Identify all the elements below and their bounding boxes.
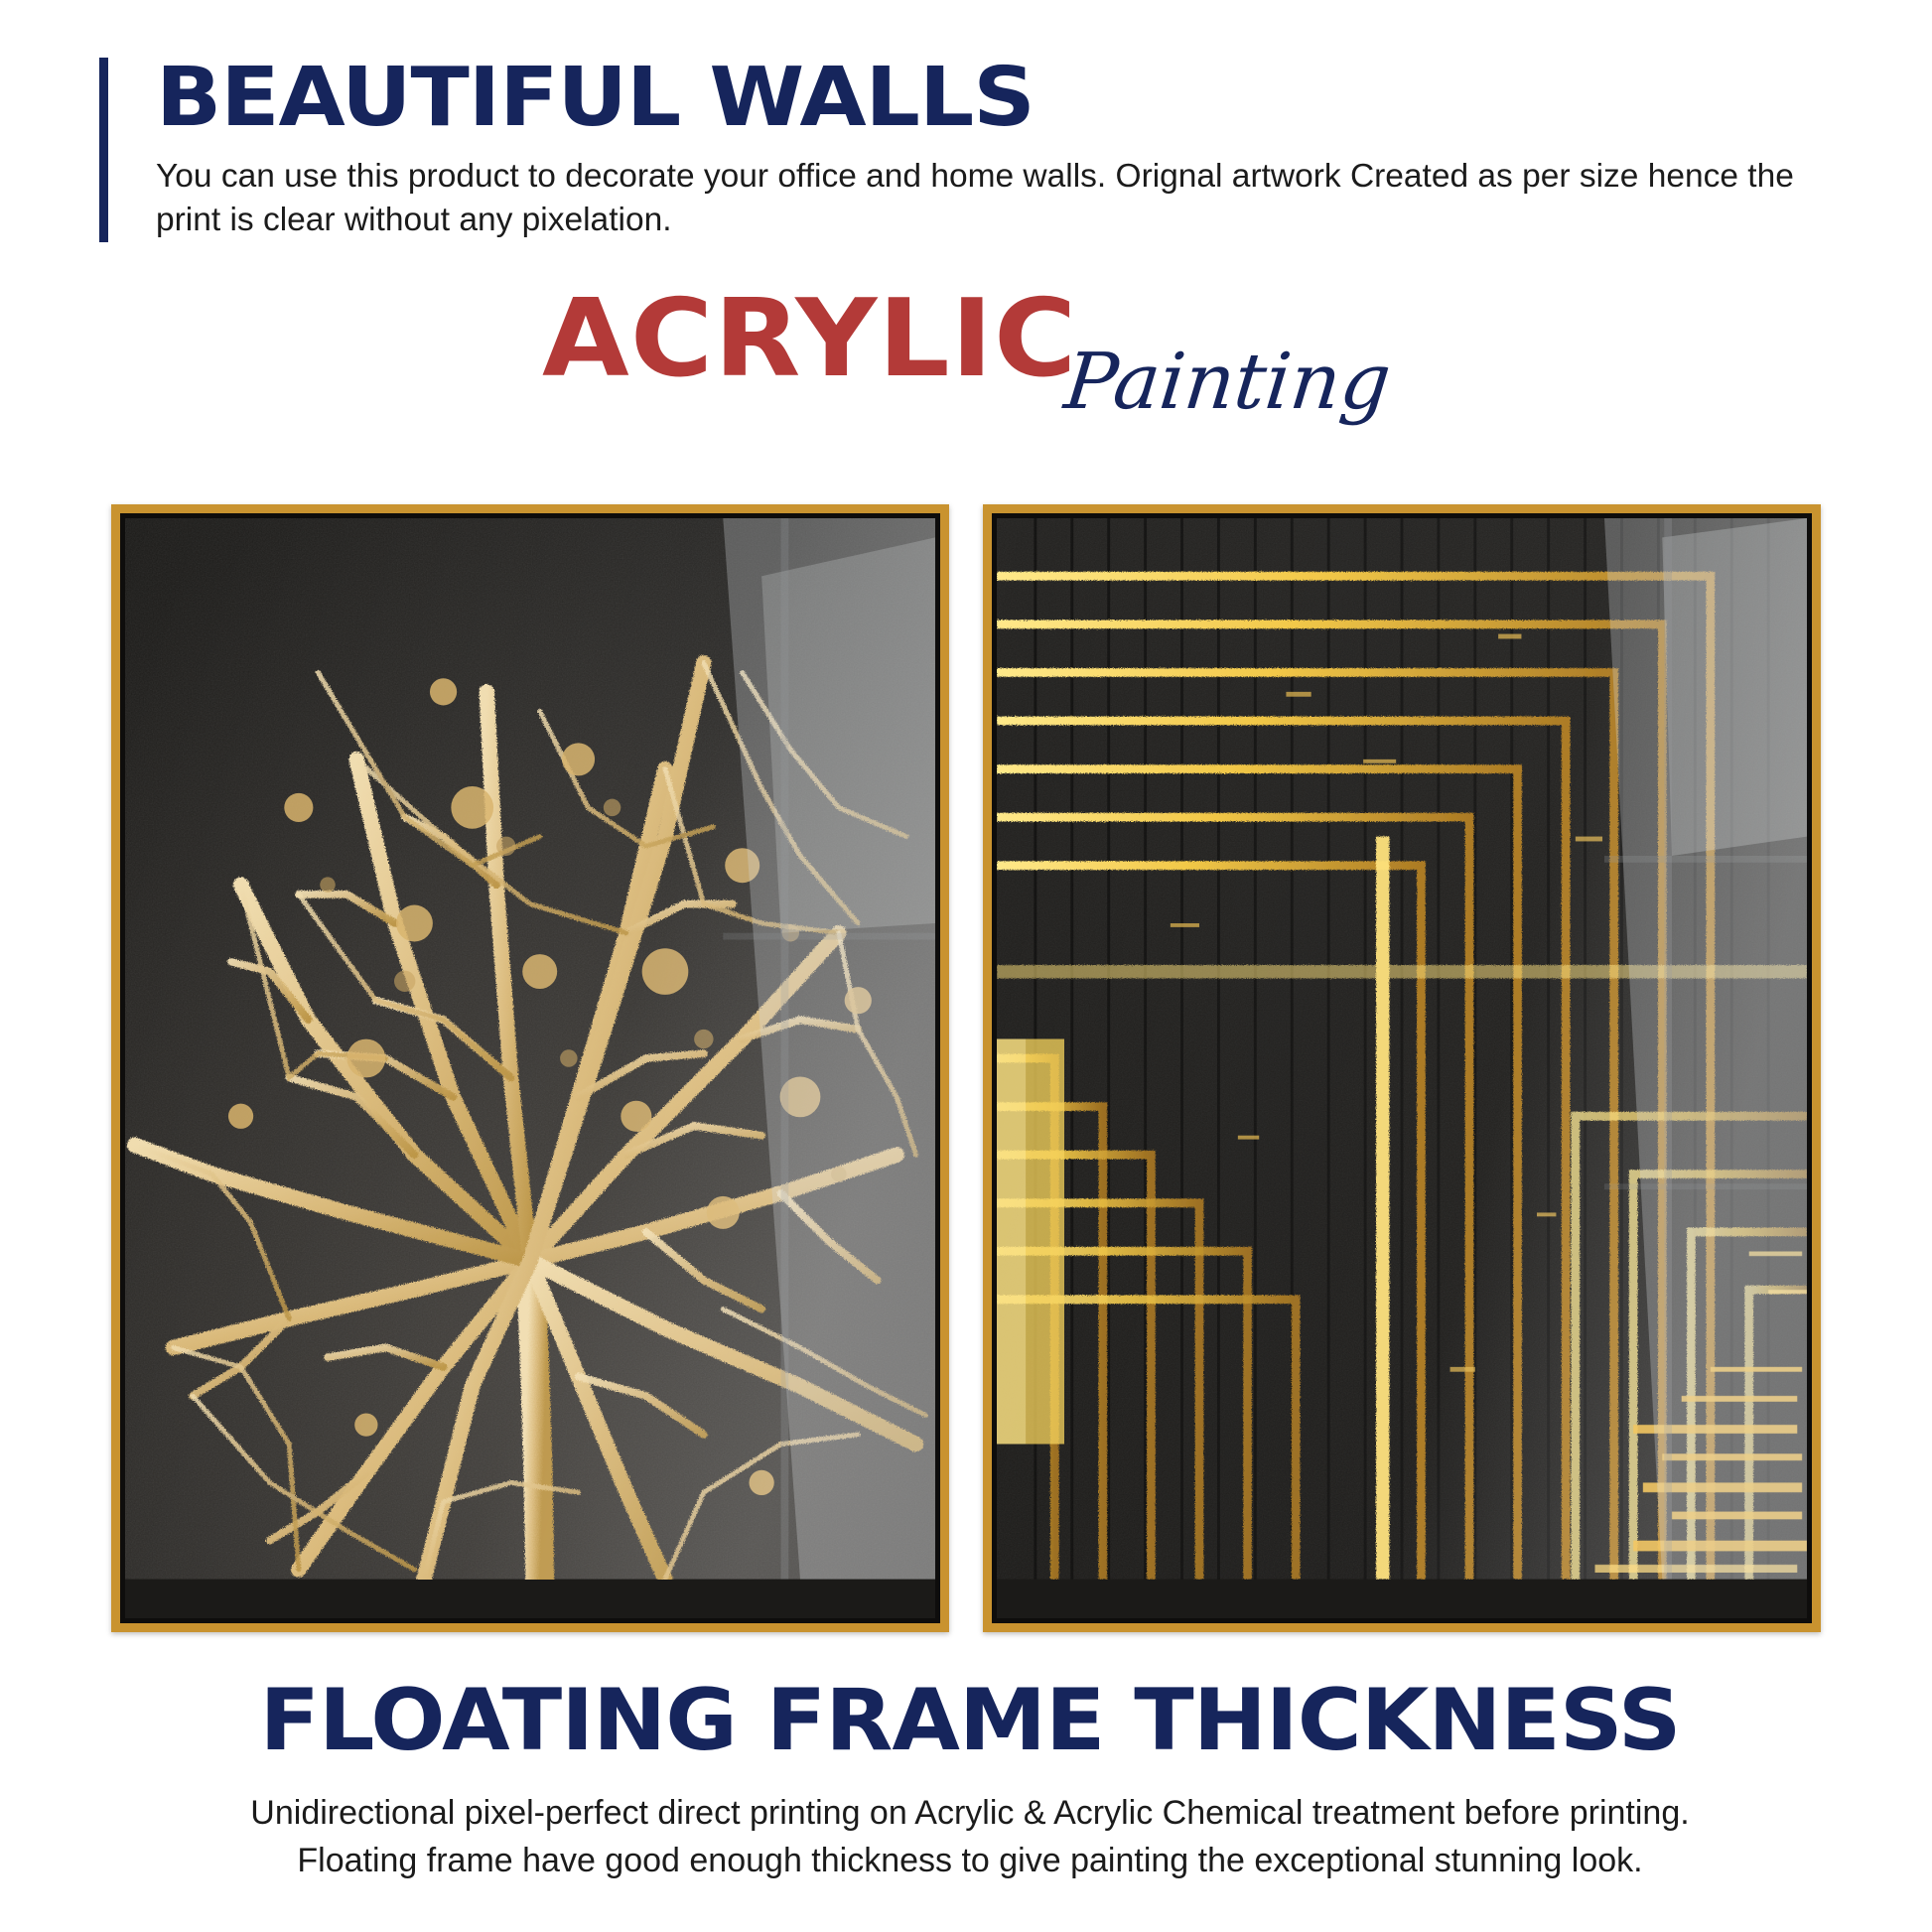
artwork-frame-left[interactable] — [111, 504, 949, 1632]
product-title-primary: ACRYLIC — [541, 277, 1077, 401]
footer-block — [111, 1671, 1829, 1885]
footer-line-2: Floating frame have good enough thickness to give painting the exceptional stunning look. — [297, 1842, 1643, 1880]
gold-leaf-vein-tree-icon — [125, 518, 935, 1580]
product-title — [0, 277, 1932, 475]
artwork-gallery — [111, 504, 1821, 1632]
gold-geometric-lines-icon — [997, 518, 1807, 1580]
footer-line-1: Unidirectional pixel-perfect direct printing on Acrylic & Acrylic Chemical treatment before printing. — [250, 1794, 1690, 1832]
artwork-canvas-left — [120, 513, 940, 1623]
artwork-frame-right[interactable] — [983, 504, 1821, 1632]
product-title-script: Painting — [1060, 338, 1396, 427]
header-block — [99, 51, 1857, 242]
artwork-canvas-right — [992, 513, 1812, 1623]
page-title: BEAUTIFUL WALLS — [156, 51, 1035, 145]
header-description: You can use this product to decorate your office and home walls. Orignal artwork Created as per size hence the print is clear without any pixelation. — [156, 158, 1794, 239]
footer-title: FLOATING FRAME THICKNESS — [259, 1671, 1681, 1770]
